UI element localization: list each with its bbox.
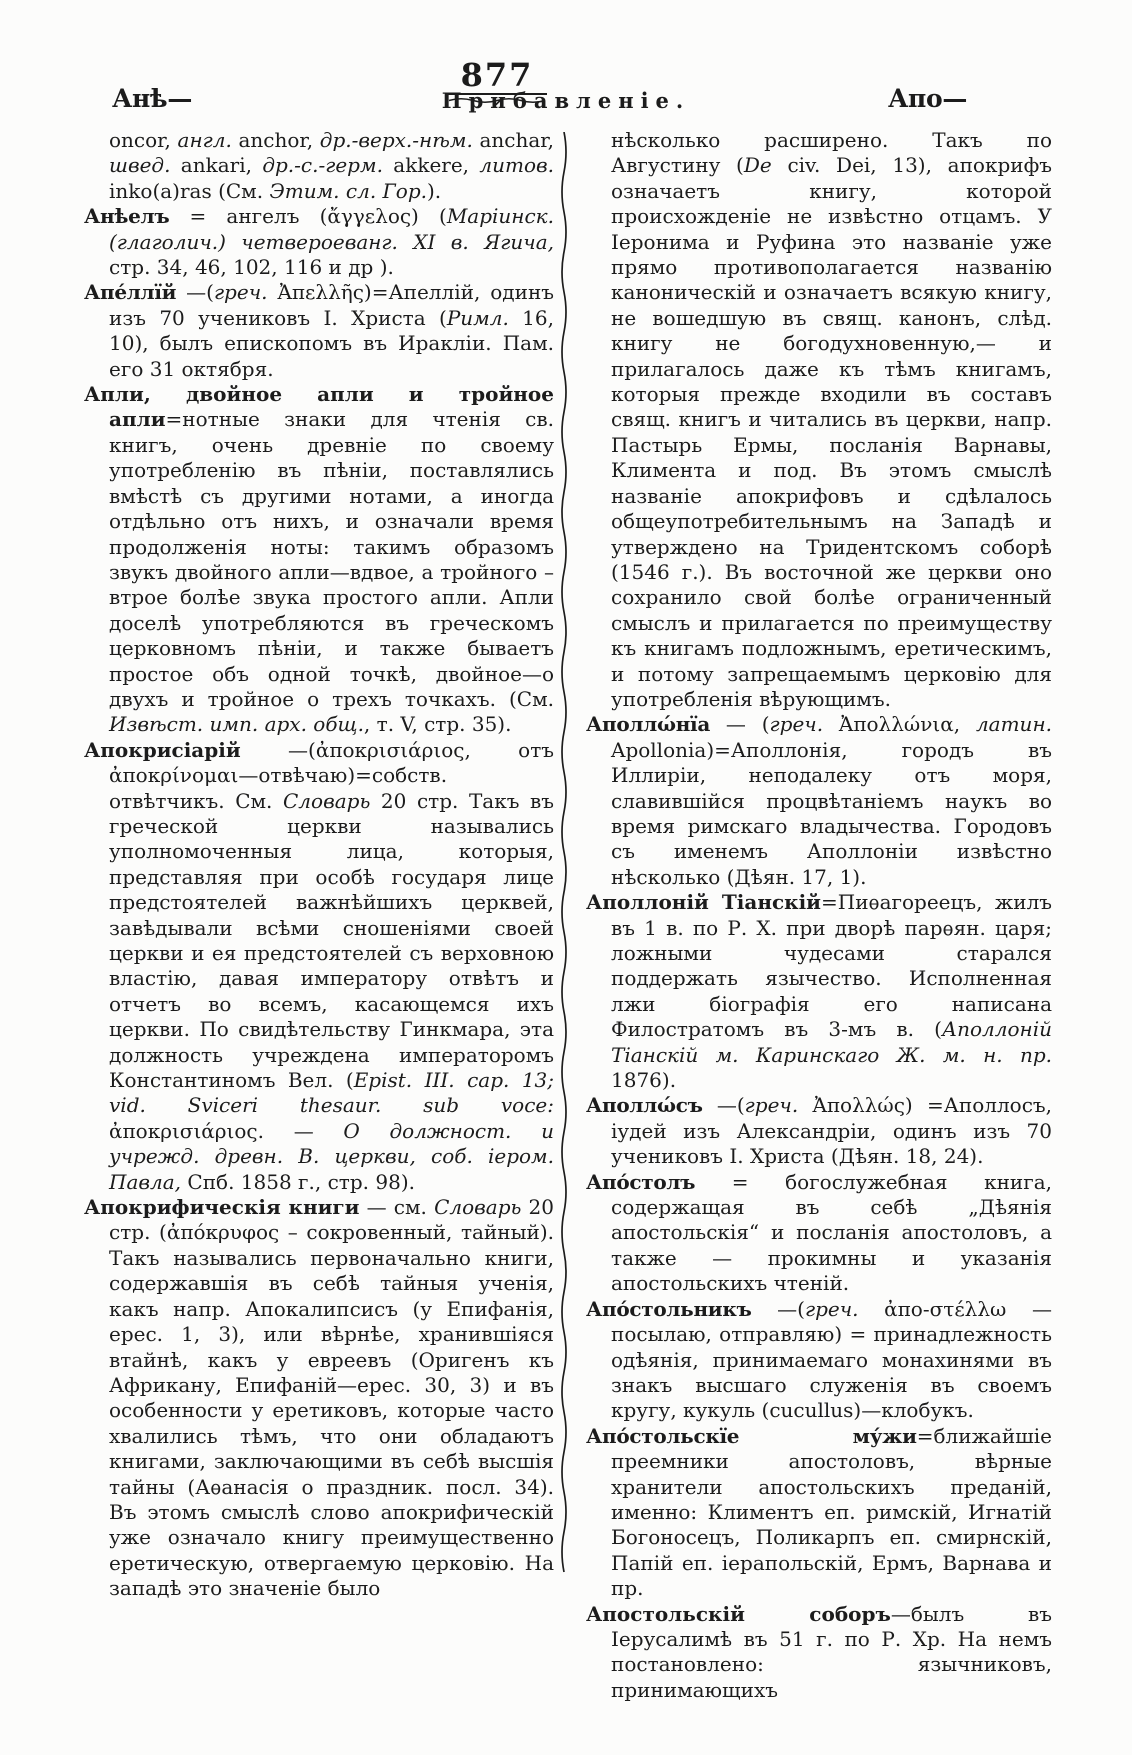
italic-text-run: Маріинск. (глаголич.) четвероеванг. XI в. Ягича, (109, 204, 554, 254)
text-run: Apollonia)=Аполлонія, городъ въ Иллиріи, неподалеку отъ моря, славившійся процвѣтаніемъ наукъ во время римскаго владычества. Городовъ съ именемъ Аполлоніи извѣстно нѣсколько (Дѣян. 17, 1). (611, 737, 1052, 889)
dictionary-entry (586, 712, 1052, 890)
entry-headword: Апо́стольникъ (586, 1296, 752, 1321)
text-run: civ. Dei, 13), апокрифъ означаетъ книгу, которой происхожденіе не извѣстно отцамъ. У Іеронима и Руфина это названіе уже прямо противополагается названію каноническій и означаетъ всякую книгу, не вошедшую въ свящ. канонъ, слѣд. книгу не богодухновенную,— и прилагалось даже къ тѣмъ книгамъ, которыя прежде входили въ составъ свящ. книгъ и читались въ церкви, напр. Пастырь Ермы, посланія Варнавы, Климента и под. Въ этомъ смыслѣ названіе апокрифовъ и сдѣлалось общеупотребительнымъ на Западѣ и утверждено на Тридентскомъ соборѣ (1546 г.). Въ восточной же церкви оно сохранило свой болѣе ограниченный смыслъ и прилагается по преимуществу къ книгамъ подложнымъ, еретическимъ, и потому запрещаемымъ церковію для употребленія вѣрующимъ. (611, 153, 1052, 711)
continuation-paragraph (586, 128, 1052, 712)
italic-text-run: греч. (744, 1093, 799, 1118)
text-run: Спб. 1858 г., стр. 98). (181, 1169, 415, 1194)
dictionary-entry (84, 382, 554, 738)
entry-headword: Аполлώнїа (586, 712, 711, 737)
italic-text-run: др.-верх.-нѣм. (319, 128, 473, 152)
dictionary-entry (84, 204, 554, 280)
italic-text-run: Epist. III. cap. 13; vid. Sviceri thesaur. sub voce: (109, 1068, 555, 1118)
italic-text-run: Словарь (283, 788, 371, 813)
entry-headword: Анѣелъ (84, 204, 170, 229)
text-run: anchor, (231, 128, 320, 152)
text-run: akkere, (382, 153, 480, 178)
text-run: =Пиѳагореецъ, жилъ въ 1 в. по Р. Х. при дворѣ парѳян. царя; ложными чудесами старался поддержать язычество. Исполненная лжи біографія его написана Филостратомъ въ 3-мъ в. ( (611, 890, 1052, 1042)
page-number: 877 (447, 58, 548, 95)
text-run: Ἀπολλώς) =Аполлосъ, іудей изъ Александріи, одинъ изъ 70 учениковъ І. Христа (Дѣян. 18, 24). (611, 1093, 1052, 1169)
entry-headword: Апостольскій соборъ (586, 1601, 891, 1626)
italic-text-run: О должност. и учрежд. древн. В. церкви, соб. іером. Павла, (109, 1118, 554, 1194)
entry-headword: Аполлώсъ (586, 1093, 703, 1118)
italic-text-run: Словарь (434, 1195, 522, 1220)
left-column (84, 128, 554, 1602)
text-run: нѣсколько расширено. Такъ по Августину ( (611, 128, 1052, 178)
text-run: —( (176, 280, 214, 305)
text-run: —( (702, 1093, 745, 1118)
text-run: стр. 34, 46, 102, 116 и др ). (109, 255, 394, 280)
dictionary-entry (84, 1195, 554, 1602)
text-run: 20 стр. Такъ въ греческой церкви назывались уполномоченныя лица, которыя, представляя при особѣ государя лице предстоятелей важнѣйшихъ церквей, завѣдывали всѣми сношеніями своей церкви и ея предстоятелей съ верховною властію, давая императору отвѣтъ и отчетъ во всемъ, касающемся ихъ церкви. По свидѣтельству Гинкмара, эта должность учреждена императоромъ Константиномъ Вел. ( (109, 788, 554, 1093)
dictionary-entry (586, 890, 1052, 1093)
text-run: — ( (710, 712, 770, 737)
italic-text-run: греч. (213, 280, 268, 305)
text-run: Ἀπολλώνια, (823, 712, 976, 737)
text-run: , т. V, стр. 35). (363, 712, 512, 737)
text-run: = богослужебная книга, содержащая въ себѣ „Дѣянія апостольскія“ и посланія апостоловъ, а также — прокимны и указанія апостольскихъ чтеній. (611, 1169, 1052, 1296)
right-column (586, 128, 1052, 1703)
text-run: ankari, (170, 153, 263, 178)
italic-text-run: литов. (479, 153, 554, 178)
italic-text-run: Извѣст. имп. арх. общ. (109, 712, 364, 737)
running-head-left: Анѣ— (112, 84, 193, 113)
dictionary-entry (586, 1093, 1052, 1169)
italic-text-run: англ. (177, 128, 232, 152)
dictionary-entry (586, 1602, 1052, 1704)
running-head-right: Апо— (888, 84, 968, 113)
text-run: =нотные знаки для чтенія св. книгъ, очень древніе по своему употребленію въ пѣніи, поставлялись вмѣстѣ съ другими нотами, а иногда отдѣльно отъ нихъ, и означали время продолженія ноты: такимъ образомъ звукъ двойного апли—вдвое, а тройного – втрое болѣе звука простого апли. Апли доселѣ употребляются въ греческомъ церковномъ пѣніи, и также бываетъ простое объ одной точкѣ, двойное—о двухъ и тройное о трехъ точкахъ. (См. (109, 407, 554, 711)
text-run: —(ἀποκρισιάριος, отъ ἀποκρίνομαι—отвѣчаю)=собств. отвѣтчикъ. См. (109, 737, 554, 813)
text-run: 20 стр. (ἀπόκρυφος – сокровенный, тайный). Такъ назывались первоначально книги, содержавшія въ себѣ тайныя ученія, какъ напр. Апокалипсисъ (у Епифанія, ерес. 1, 3), или вѣрнѣе, хранившіяся втайнѣ, какъ у евреевъ (Оригенъ къ Африкану, Епифаній—ерес. 30, 3) и въ особенности у еретиковъ, которые часто хвалились тѣмъ, что они обладаютъ книгами, заключающими въ себѣ высшія тайны (Аѳанасія о праздник. посл. 34). Въ этомъ смыслѣ слово апокрифическій уже означало книгу преимущественно еретическую, отвергаемую церковію. На западѣ это значеніе было (109, 1195, 554, 1601)
italic-text-run: латин. (975, 712, 1052, 737)
text-run: — см. (359, 1195, 435, 1220)
text-run: 16, 10), былъ епископомъ въ Иракліи. Пам. его 31 октября. (109, 305, 554, 381)
entry-headword: Апе́ллїй (84, 280, 177, 305)
text-run: = ангелъ (ἄγγελος) ( (169, 204, 447, 229)
entry-headword: Апо́столъ (586, 1169, 696, 1194)
text-run: Ἀπελλῆς)=Апеллій, одинъ изъ 70 учениковъ І. Христа ( (109, 280, 554, 330)
italic-text-run: греч. (769, 712, 824, 737)
italic-text-run: греч. (804, 1296, 859, 1321)
dictionary-entry (586, 1424, 1052, 1602)
entry-headword: Апокрифическія книги (84, 1195, 360, 1220)
text-run: anchar, (472, 128, 554, 152)
text-run: —( (751, 1296, 805, 1321)
italic-text-run: др.-с.-герм. (262, 153, 383, 178)
text-run: 1876). (611, 1068, 677, 1093)
column-divider-rule (557, 132, 571, 1582)
italic-text-run: Римл. (446, 305, 509, 330)
italic-text-run: De (743, 153, 772, 178)
entry-headword: Апокрисіарій (84, 737, 241, 762)
dictionary-entry (84, 738, 554, 1195)
text-run: oncor, (109, 128, 178, 152)
text-run: inko(a)ras (См. (109, 178, 270, 203)
dictionary-entry (586, 1297, 1052, 1424)
entry-headword: Апли, двойное апли и тройное апли (84, 382, 554, 432)
text-run: ἀπο-στέλλω — посылаю, отправляю) = принадлежность одѣянія, принимаемаго монахинями въ знакъ высшаго служенія въ своемъ кругу, кукуль (cucullus)—клобукъ. (611, 1296, 1052, 1423)
text-run: =ближайшіе преемники апостоловъ, вѣрные хранители апостольскихъ преданій, именно: Климентъ еп. римскій, Игнатій Богоносецъ, Поликарпъ еп. смирнскій, Папій еп. іерапольскій, Ермъ, Варнава и пр. (611, 1423, 1052, 1601)
continuation-paragraph (84, 128, 554, 204)
entry-headword: Апо́стольскїе му́жи (586, 1423, 917, 1448)
text-run: ἀποκρισιάριος. — (109, 1118, 344, 1143)
entry-headword: Аполлоній Тіанскій (586, 890, 822, 915)
dictionary-entry (586, 1170, 1052, 1297)
italic-text-run: Аполлоній Тіанскій м. Каринскаго Ж. м. н. пр. (611, 1017, 1052, 1067)
italic-text-run: швед. (109, 153, 171, 178)
page-title: Прибавленіе. (441, 88, 691, 113)
text-run: ). (427, 178, 442, 203)
dictionary-entry (84, 280, 554, 382)
italic-text-run: Этим. сл. Гор. (269, 178, 427, 203)
text-run: —былъ въ Іерусалимѣ въ 51 г. по Р. Хр. На немъ постановлено: язычниковъ, принимающихъ (611, 1601, 1052, 1702)
